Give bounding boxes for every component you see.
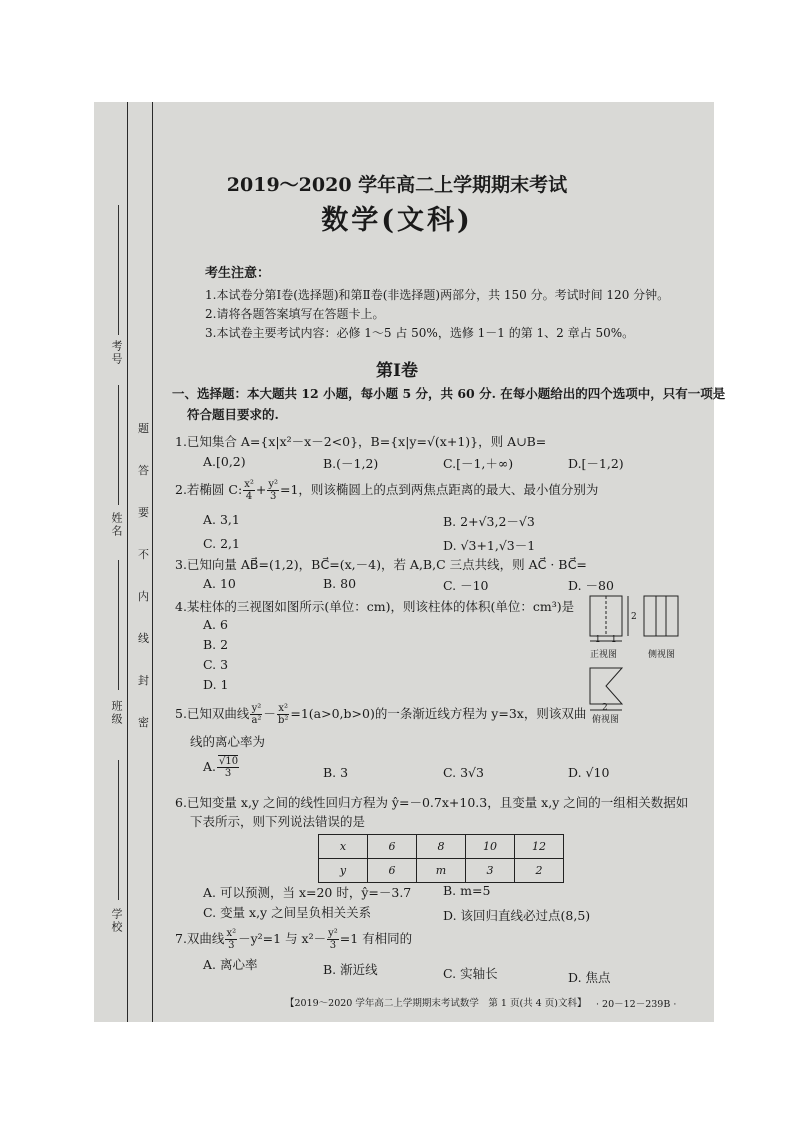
q7-suffix: =1 有相同的 <box>339 931 413 946</box>
table-cell: 12 <box>515 835 564 859</box>
q7-middle: －y²=1 与 x²－ <box>238 931 327 946</box>
q3-option-a: A. 10 <box>203 576 236 591</box>
notice-item: 1.本试卷分第Ⅰ卷(选择题)和第Ⅱ卷(非选择题)两部分，共 150 分。考试时间 120 分钟。 <box>205 288 670 302</box>
page-footer: 【2019～2020 学年高二上学期期末考试数学 第 1 页(共 4 页)文科】 <box>285 998 587 1009</box>
margin-label-class: 班级 <box>110 700 123 726</box>
q2-option-d: D. √3+1,√3－1 <box>443 538 536 553</box>
regression-data-table <box>318 834 564 883</box>
q3-option-d: D. －80 <box>568 578 614 593</box>
table-cell: 2 <box>515 859 564 883</box>
q2-suffix: =1，则该椭圆上的点到两焦点距离的最大、最小值分别为 <box>280 482 599 497</box>
fraction-sqrt10-over-3: $\frac{√10}{3}$ <box>219 756 239 779</box>
q7-option-b: B. 渐近线 <box>323 962 378 977</box>
table-cell: 3 <box>466 859 515 883</box>
name-line <box>118 385 119 505</box>
q2-prefix: 2.若椭圆 C: <box>175 482 243 497</box>
q6-option-b: B. m=5 <box>443 883 491 898</box>
class-line <box>118 560 119 690</box>
fraction-x2-over-b2: $\frac{\text{x²}}{\text{b²}}$ <box>277 703 289 726</box>
question-6-line2: 下表所示，则下列说法错误的是 <box>190 814 366 829</box>
q1-option-d: D.[－1,2) <box>568 456 624 471</box>
subject-title: 数学(文科) <box>321 205 473 236</box>
q3-option-c: C. －10 <box>443 578 489 593</box>
seal-char: 封 <box>138 674 149 687</box>
question-3-stem: 3.已知向量 AB⃗=(1,2)，BC⃗=(x,－4)，若 A,B,C 三点共线，则 AC⃗ · BC⃗= <box>175 557 587 572</box>
q4-option-d: D. 1 <box>203 677 229 692</box>
front-view-label: 正视图 <box>590 650 618 660</box>
binding-line-outer <box>127 102 128 1022</box>
fraction-x2-over-4: $\frac{\text{x²}}{4}$ <box>244 479 254 502</box>
q7-option-d: D. 焦点 <box>568 970 611 985</box>
q2-option-a: A. 3,1 <box>203 512 240 527</box>
seal-char: 内 <box>138 590 149 603</box>
seal-char: 题 <box>138 422 149 435</box>
side-view-outline <box>644 596 678 636</box>
q4-option-c: C. 3 <box>203 657 229 672</box>
top-view-label: 俯视图 <box>592 715 620 725</box>
section-instruction: 一、选择题：本大题共 12 小题，每小题 5 分，共 60 分. 在每小题给出的四个选项中，只有一项是 <box>172 386 726 401</box>
question-1-stem: 1.已知集合 A={x|x²－x－2<0}，B={x|y=√(x+1)}，则 A∪B= <box>175 434 547 449</box>
table-cell: x <box>319 835 368 859</box>
notice-item: 3.本试卷主要考试内容：必修 1～5 占 50%，选修 1－1 的第 1、2 章占 50%。 <box>205 326 635 340</box>
table-cell: 10 <box>466 835 515 859</box>
dimension-label: 1 <box>595 635 601 645</box>
q4-option-b: B. 2 <box>203 637 229 652</box>
table-cell: y <box>319 859 368 883</box>
q1-option-b: B.(－1,2) <box>323 456 379 471</box>
question-7-stem <box>175 928 412 951</box>
seal-char: 要 <box>138 506 149 519</box>
question-5-stem: 5.已知双曲线 $\frac{\text{y²}}{\text{a²}}$ － $\frac{\text{x²}}{\text{b²}}$ =1(a>0,b>0)的一条渐近线方程为 y=3x，则该双曲 <box>175 703 587 726</box>
q6-option-c: C. 变量 x,y 之间呈负相关关系 <box>203 905 372 920</box>
notice-heading: 考生注意： <box>205 266 271 281</box>
q7-option-c: C. 实轴长 <box>443 966 498 981</box>
seal-char: 线 <box>138 632 149 645</box>
notice-item: 2.请将各题答案填写在答题卡上。 <box>205 307 385 321</box>
q5-option-c: C. 3√3 <box>443 765 484 780</box>
table-cell: m <box>417 859 466 883</box>
table-row <box>319 859 564 883</box>
q6-option-a: A. 可以预测，当 x=20 时，ŷ=－3.7 <box>203 885 412 900</box>
question-2-stem: 2.若椭圆 C: $\frac{\text{x²}}{4}$ + $\frac{\text{y²}}{3}$ =1，则该椭圆上的点到两焦点距离的最大、最小值分别为 <box>175 479 599 502</box>
fraction-y2-over-3: $\frac{\text{y²}}{3}$ <box>268 479 278 502</box>
q7-prefix: 7.双曲线 <box>175 931 225 946</box>
dimension-label: 2 <box>602 703 608 713</box>
q1-option-a: A.[0,2) <box>203 454 246 469</box>
q6-option-d: D. 该回归直线必过点(8,5) <box>443 908 591 923</box>
dimension-label: 2 <box>631 612 637 622</box>
table-cell: 6 <box>368 859 417 883</box>
table-row <box>319 835 564 859</box>
margin-label-name: 姓名 <box>110 512 123 538</box>
seal-char: 密 <box>138 716 149 729</box>
section-title: 第Ⅰ卷 <box>376 361 418 381</box>
q7-option-a: A. 离心率 <box>203 957 258 972</box>
question-6-line1: 6.已知变量 x,y 之间的线性回归方程为 ŷ=－0.7x+10.3，且变量 x,y 之间的一组相关数据如 <box>175 795 689 810</box>
section-instruction: 符合题目要求的. <box>187 407 279 422</box>
q5-option-a: A. $\frac{√10}{3}$ <box>203 756 239 779</box>
paper-code: · 20－12－239B · <box>596 999 677 1010</box>
fraction-x2-over-3: $\frac{\text{x²}}{3}$ <box>226 928 237 951</box>
question-5-line2: 线的离心率为 <box>190 734 266 749</box>
q5-suffix: =1(a>0,b>0)的一条渐近线方程为 y=3x，则该双曲 <box>290 706 587 721</box>
seal-char: 不 <box>138 548 149 561</box>
margin-label-exam-number: 考号 <box>110 340 123 366</box>
q1-option-c: C.[－1,＋∞) <box>443 456 514 471</box>
side-view-label: 侧视图 <box>648 650 676 660</box>
q4-option-a: A. 6 <box>203 617 228 632</box>
binding-line-inner <box>152 102 153 1022</box>
fraction-y2-over-a2: $\frac{\text{y²}}{\text{a²}}$ <box>251 703 262 726</box>
q3-option-b: B. 80 <box>323 576 357 591</box>
q5-prefix: 5.已知双曲线 <box>175 706 250 721</box>
table-cell: 8 <box>417 835 466 859</box>
q2-option-b: B. 2+√3,2－√3 <box>443 514 535 529</box>
margin-label-school: 学校 <box>110 908 123 934</box>
dimension-label: 1 <box>611 635 617 645</box>
question-4-stem: 4.某柱体的三视图如图所示(单位：cm)，则该柱体的体积(单位：cm³)是 <box>175 599 575 614</box>
table-cell: 6 <box>368 835 417 859</box>
q5-option-d: D. √10 <box>568 765 610 780</box>
fraction-y2-over-3: $\frac{\text{y²}}{3}$ <box>328 928 338 951</box>
exam-title: 2019～2020 学年高二上学期期末考试 <box>226 174 568 196</box>
school-line <box>118 760 119 900</box>
seal-char: 答 <box>138 464 149 477</box>
q2-option-c: C. 2,1 <box>203 536 240 551</box>
top-view-outline <box>590 668 622 704</box>
q5-option-b: B. 3 <box>323 765 349 780</box>
